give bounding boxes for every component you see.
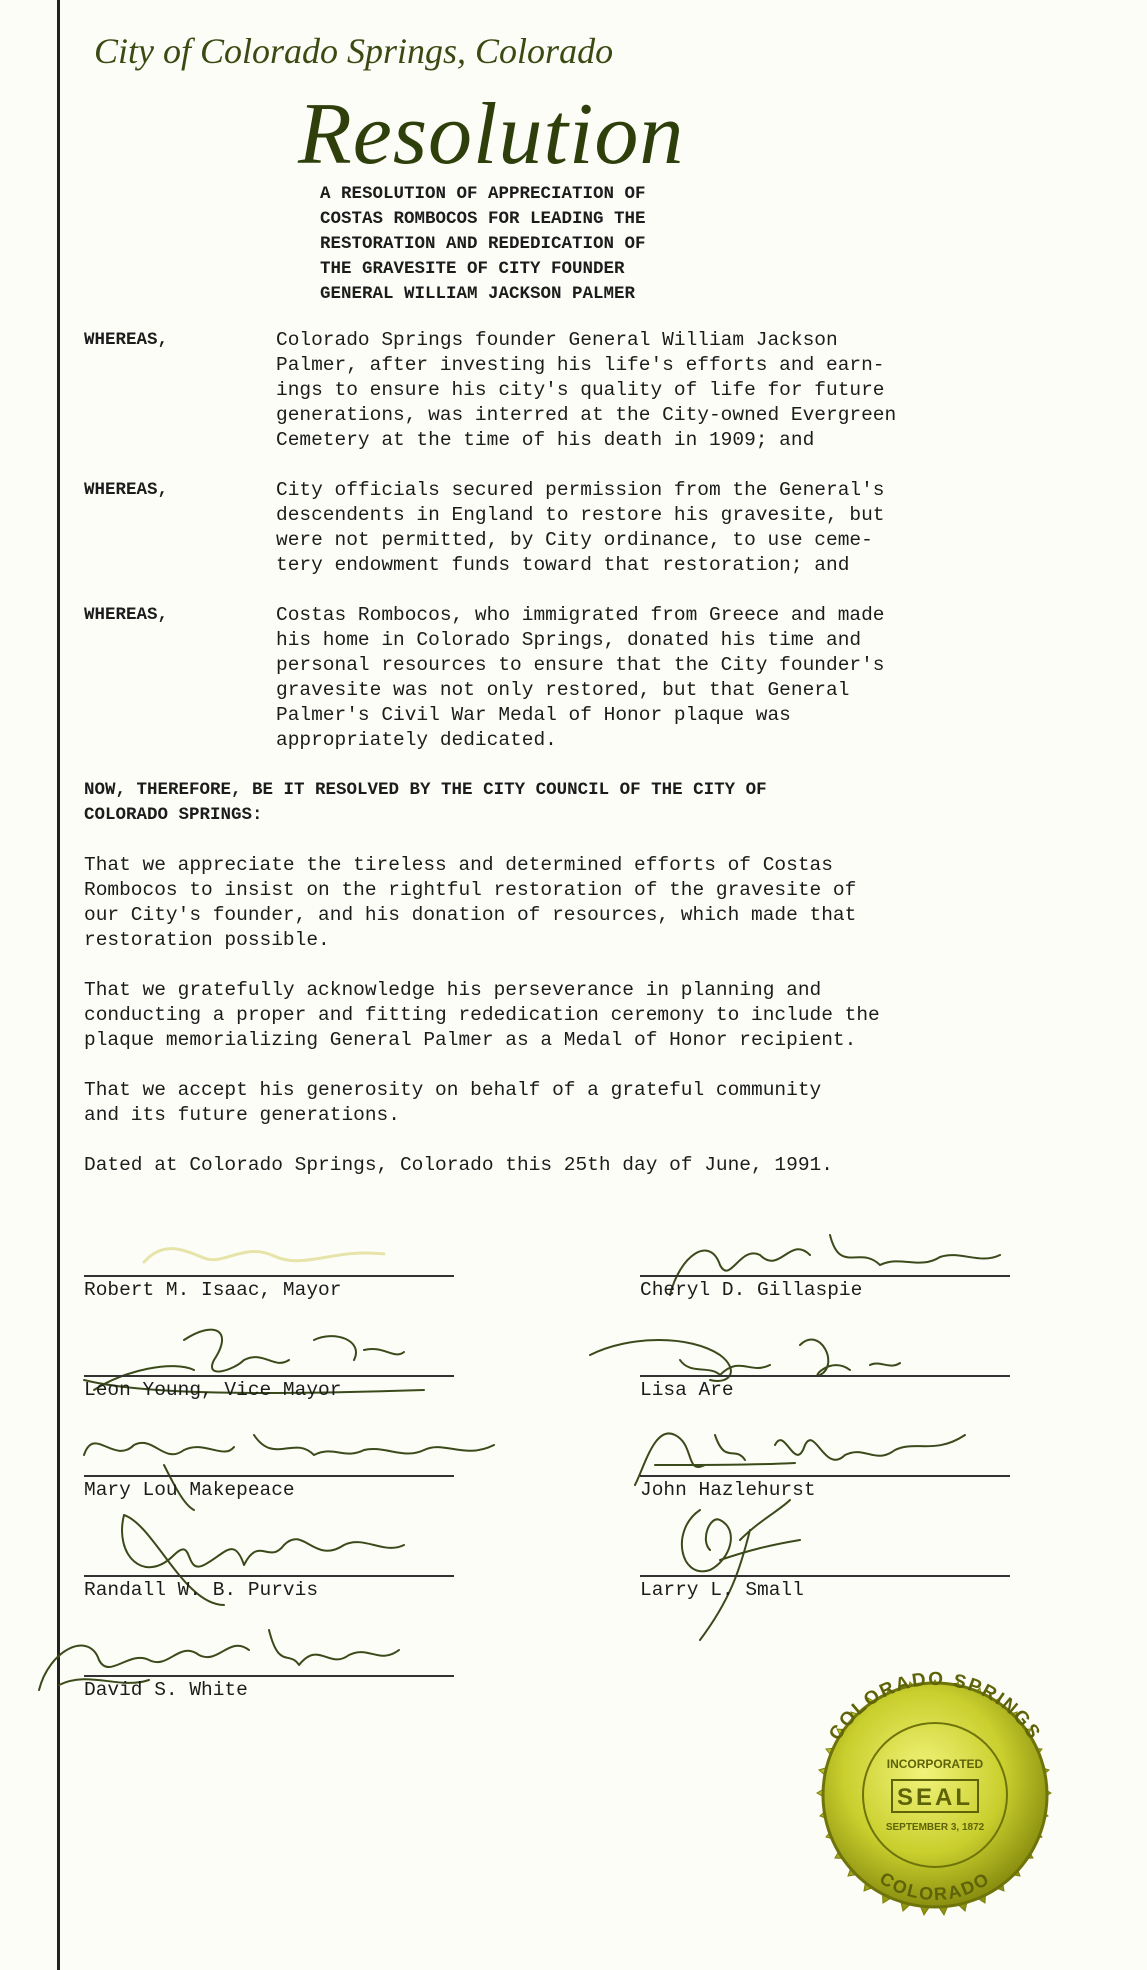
dated-line <box>84 1153 833 1178</box>
document-title: Resolution <box>298 86 685 183</box>
whereas-text <box>276 603 1076 753</box>
seal-ring-top-text: COLORADO SPRINGS <box>825 1668 1045 1745</box>
signatory-name: Leon Young, Vice Mayor <box>84 1379 342 1401</box>
subject-line: GENERAL WILLIAM JACKSON PALMER <box>320 284 636 304</box>
whereas-line: personal resources to ensure that the City founder's <box>276 654 885 676</box>
signature-small <box>660 1490 820 1650</box>
paragraph-line: and its future generations. <box>84 1104 400 1126</box>
paragraph-line: Rombocos to insist on the rightful restoration of the gravesite of <box>84 879 857 901</box>
whereas-label: WHEREAS, <box>84 605 169 625</box>
whereas-label: WHEREAS, <box>84 330 169 350</box>
signatory-name: Robert M. Isaac, Mayor <box>84 1279 342 1301</box>
whereas-text <box>276 328 1076 453</box>
paragraph-line: That we gratefully acknowledge his perseverance in planning and <box>84 979 822 1001</box>
signatory-name: Mary Lou Makepeace <box>84 1479 295 1501</box>
seal-ring-bottom-text: COLORADO <box>876 1868 994 1905</box>
resolved-paragraph-3 <box>84 1078 821 1128</box>
signature-line <box>84 1475 454 1477</box>
signature-line <box>84 1675 454 1677</box>
paragraph-line: plaque memorializing General Palmer as a Medal of Honor recipient. <box>84 1029 857 1051</box>
city-header: City of Colorado Springs, Colorado <box>94 31 614 71</box>
whereas-line: Palmer, after investing his life's efforts and earn- <box>276 354 885 376</box>
paragraph-line: conducting a proper and fitting rededication ceremony to include the <box>84 1004 880 1026</box>
signatory-name: David S. White <box>84 1679 248 1701</box>
whereas-line: his home in Colorado Springs, donated his time and <box>276 629 862 651</box>
signature-mayor <box>124 1220 424 1280</box>
signature-are <box>570 1315 930 1405</box>
signatory-name: Cheryl D. Gillaspie <box>640 1279 863 1301</box>
paragraph-line: That we appreciate the tireless and determined efforts of Costas <box>84 854 833 876</box>
now-therefore-heading <box>84 778 767 828</box>
whereas-label: WHEREAS, <box>84 480 169 500</box>
paragraph-line: our City's founder, and his donation of resources, which made that <box>84 904 857 926</box>
whereas-line: Costas Rombocos, who immigrated from Greece and made <box>276 604 885 626</box>
signature-line <box>84 1275 454 1277</box>
city-seal <box>780 1640 1090 1950</box>
whereas-line: gravesite was not only restored, but that General <box>276 679 850 701</box>
whereas-line: appropriately dedicated. <box>276 729 557 751</box>
subject-line: COSTAS ROMBOCOS FOR LEADING THE <box>320 209 646 229</box>
signatory-name: Lisa Are <box>640 1379 734 1401</box>
seal-center-bottom-text: SEPTEMBER 3, 1872 <box>885 1822 985 1833</box>
whereas-line: ings to ensure his city's quality of life for future <box>276 379 885 401</box>
signature-line <box>640 1475 1010 1477</box>
resolved-paragraph-2 <box>84 978 880 1053</box>
signature-line <box>84 1575 454 1577</box>
signature-line <box>84 1375 454 1377</box>
signatory-name: Larry L. Small <box>640 1579 804 1601</box>
seal-center-top-text: INCORPORATED <box>886 1757 984 1771</box>
whereas-line: City officials secured permission from the General's <box>276 479 885 501</box>
subject-line: A RESOLUTION OF APPRECIATION OF <box>320 184 646 204</box>
whereas-line: Palmer's Civil War Medal of Honor plaque was <box>276 704 791 726</box>
signature-line <box>640 1375 1010 1377</box>
now-therefore-line: NOW, THEREFORE, BE IT RESOLVED BY THE CITY COUNCIL OF THE CITY OF <box>84 780 767 800</box>
resolved-paragraph-1 <box>84 853 856 953</box>
subject-line: RESTORATION AND REDEDICATION OF <box>320 234 646 254</box>
whereas-line: were not permitted, by City ordinance, to use ceme- <box>276 529 873 551</box>
signature-line <box>640 1575 1010 1577</box>
whereas-line: Cemetery at the time of his death in 1909; and <box>276 429 815 451</box>
whereas-line: descendents in England to restore his gravesite, but <box>276 504 885 526</box>
paragraph-line: restoration possible. <box>84 929 330 951</box>
signatory-name: Randall W. B. Purvis <box>84 1579 319 1601</box>
subject-line: THE GRAVESITE OF CITY FOUNDER <box>320 259 625 279</box>
dated-text: Dated at Colorado Springs, Colorado this 25th day of June, 1991. <box>84 1154 833 1176</box>
whereas-text <box>276 478 1076 578</box>
paragraph-line: That we accept his generosity on behalf of a grateful community <box>84 1079 822 1101</box>
whereas-line: generations, was interred at the City-owned Evergreen <box>276 404 897 426</box>
resolution-subject <box>320 182 790 307</box>
whereas-line: tery endowment funds toward that restoration; and <box>276 554 850 576</box>
whereas-line: Colorado Springs founder General William Jackson <box>276 329 838 351</box>
signature-line <box>640 1275 1010 1277</box>
seal-center-main-text: SEAL <box>896 1784 974 1811</box>
now-therefore-line: COLORADO SPRINGS: <box>84 805 263 825</box>
signatory-name: John Hazlehurst <box>640 1479 816 1501</box>
